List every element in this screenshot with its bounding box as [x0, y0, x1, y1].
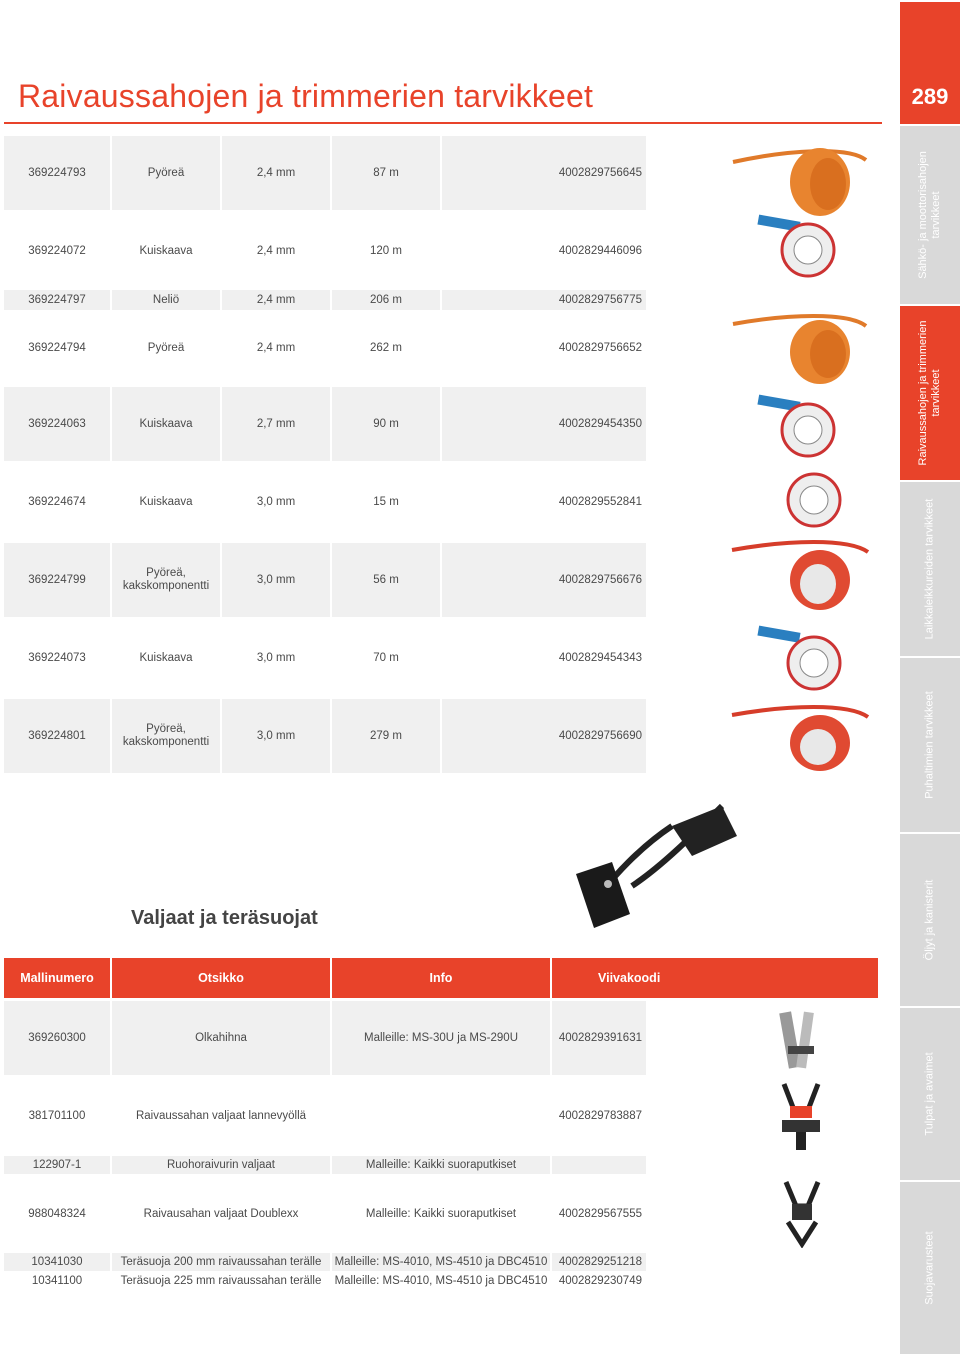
product-info: Malleille: Kaikki suoraputkiset — [365, 1207, 517, 1220]
barcode: 4002829567555 — [558, 1207, 642, 1220]
line-shape: Kuiskaava — [139, 244, 193, 257]
harness-image — [572, 796, 752, 936]
model-number: 369224801 — [4, 699, 110, 773]
line-shape: Neliö — [112, 290, 220, 310]
side-tab-blower-accessories[interactable] — [900, 658, 960, 834]
side-tab-protective-gear[interactable] — [900, 1182, 960, 1356]
barcode: 4002829251218 — [552, 1253, 646, 1271]
line-diameter: 2,4 mm — [256, 341, 296, 354]
title-rule — [4, 122, 882, 124]
side-tab-mower-accessories[interactable] — [900, 482, 960, 658]
line-shape: Kuiskaava — [139, 651, 193, 664]
column-header-info: Info — [332, 958, 550, 998]
line-diameter: 2,4 mm — [256, 244, 296, 257]
side-tab-label: Sähkö- ja moottorisahojen — [917, 151, 929, 279]
line-length: 87 m — [332, 136, 440, 210]
side-tab-oils-canisters[interactable] — [900, 834, 960, 1008]
product-info: Malleille: MS-30U ja MS-290U — [332, 1001, 550, 1075]
model-number: 369224073 — [28, 651, 86, 664]
orange-line-coil-image — [728, 312, 888, 472]
side-tab-label: tarvikkeet — [930, 369, 942, 417]
page-number: 289 — [900, 2, 960, 124]
barcode — [552, 1156, 646, 1174]
model-number: 369224793 — [4, 136, 110, 210]
line-shape: Pyöreä — [112, 136, 220, 210]
side-tab-label: Tulpat ja avaimet — [923, 1052, 936, 1136]
barcode: 4002829552841 — [558, 495, 642, 508]
line-diameter: 2,4 mm — [222, 136, 330, 210]
section-title: Valjaat ja teräsuojat — [131, 907, 318, 929]
shoulder-strap-image — [776, 1008, 826, 1072]
line-length: 279 m — [332, 699, 440, 773]
barcode: 4002829756652 — [558, 341, 642, 354]
line-length: 15 m — [373, 495, 399, 508]
side-tab-label: Suojavarusteet — [923, 1231, 936, 1305]
side-tab-saw-accessories[interactable] — [900, 126, 960, 306]
model-number: 10341030 — [4, 1253, 110, 1271]
product-info: Malleille: MS-4010, MS-4510 ja DBC4510 — [332, 1253, 550, 1271]
side-tab-label: tarvikkeet — [930, 191, 942, 239]
line-diameter: 3,0 mm — [256, 651, 296, 664]
product-name: Olkahihna — [112, 1001, 330, 1075]
side-tab-label: Raivaussahojen ja trimmerien — [917, 320, 929, 466]
barcode: 4002829454350 — [442, 387, 646, 461]
product-info: Malleille: MS-4010, MS-4510 ja DBC4510 — [334, 1274, 548, 1287]
model-number: 369224072 — [28, 244, 86, 257]
model-number: 369224674 — [28, 495, 86, 508]
line-diameter: 2,7 mm — [222, 387, 330, 461]
barcode: 4002829446096 — [558, 244, 642, 257]
line-shape: Pyöreä — [147, 341, 185, 354]
barcode: 4002829783887 — [558, 1109, 642, 1122]
table-header — [4, 958, 878, 998]
line-diameter: 3,0 mm — [222, 699, 330, 773]
column-header-model: Mallinumero — [4, 958, 110, 998]
line-shape: Kuiskaava — [112, 387, 220, 461]
model-number: 381701100 — [28, 1109, 86, 1122]
line-length: 206 m — [332, 290, 440, 310]
product-name: Teräsuoja 200 mm raivaussahan terälle — [112, 1253, 330, 1271]
barcode: 4002829756645 — [442, 136, 646, 210]
line-length: 70 m — [373, 651, 399, 664]
side-tab-label: Laikkaleikkureiden tarvikkeet — [923, 498, 936, 640]
model-number: 369224794 — [28, 341, 86, 354]
product-name: Teräsuoja 225 mm raivaussahan terälle — [120, 1274, 322, 1287]
barcode: 4002829756775 — [442, 290, 646, 310]
line-diameter: 3,0 mm — [222, 543, 330, 617]
barcode: 4002829454343 — [558, 651, 642, 664]
column-header-name: Otsikko — [112, 958, 330, 998]
barcode: 4002829756690 — [442, 699, 646, 773]
product-info: Malleille: Kaikki suoraputkiset — [332, 1156, 550, 1174]
line-length: 262 m — [370, 341, 402, 354]
line-diameter: 2,4 mm — [222, 290, 330, 310]
page-title: Raivaussahojen ja trimmerien tarvikkeet — [18, 78, 594, 114]
red-line-coil-image — [728, 625, 888, 775]
model-number: 122907-1 — [4, 1156, 110, 1174]
column-header-barcode: Viivakoodi — [552, 958, 878, 998]
model-number: 369224063 — [4, 387, 110, 461]
harness-with-belt-image — [776, 1080, 826, 1152]
side-tab-label: Puhaltimien tarvikkeet — [923, 691, 936, 799]
model-number: 369224797 — [4, 290, 110, 310]
orange-line-coil-image — [728, 140, 888, 300]
barcode: 4002829230749 — [558, 1274, 642, 1287]
side-tab-plugs-keys[interactable] — [900, 1008, 960, 1182]
model-number: 988048324 — [28, 1207, 86, 1220]
model-number: 10341100 — [31, 1274, 83, 1287]
barcode: 4002829391631 — [552, 1001, 646, 1075]
line-length: 56 m — [332, 543, 440, 617]
line-shape: Pyöreä, kakskomponentti — [112, 699, 220, 773]
side-tab-trimmer-accessories[interactable] — [900, 306, 960, 482]
doublexx-harness-image — [780, 1178, 824, 1248]
line-diameter: 3,0 mm — [256, 495, 296, 508]
side-tab-label: Öljyt ja kanisterit — [923, 879, 936, 961]
model-number: 369224799 — [4, 543, 110, 617]
barcode: 4002829756676 — [442, 543, 646, 617]
line-length: 90 m — [332, 387, 440, 461]
product-name: Raivaussahan valjaat lannevyöllä — [135, 1109, 307, 1122]
product-name: Raivausahan valjaat Doublexx — [143, 1207, 299, 1220]
line-shape: Pyöreä, kakskomponentti — [112, 543, 220, 617]
product-name: Ruohoraivurin valjaat — [112, 1156, 330, 1174]
red-line-coil-image — [728, 470, 888, 620]
line-shape: Kuiskaava — [139, 495, 193, 508]
line-length: 120 m — [370, 244, 402, 257]
model-number: 369260300 — [4, 1001, 110, 1075]
product-info — [332, 1079, 550, 1153]
